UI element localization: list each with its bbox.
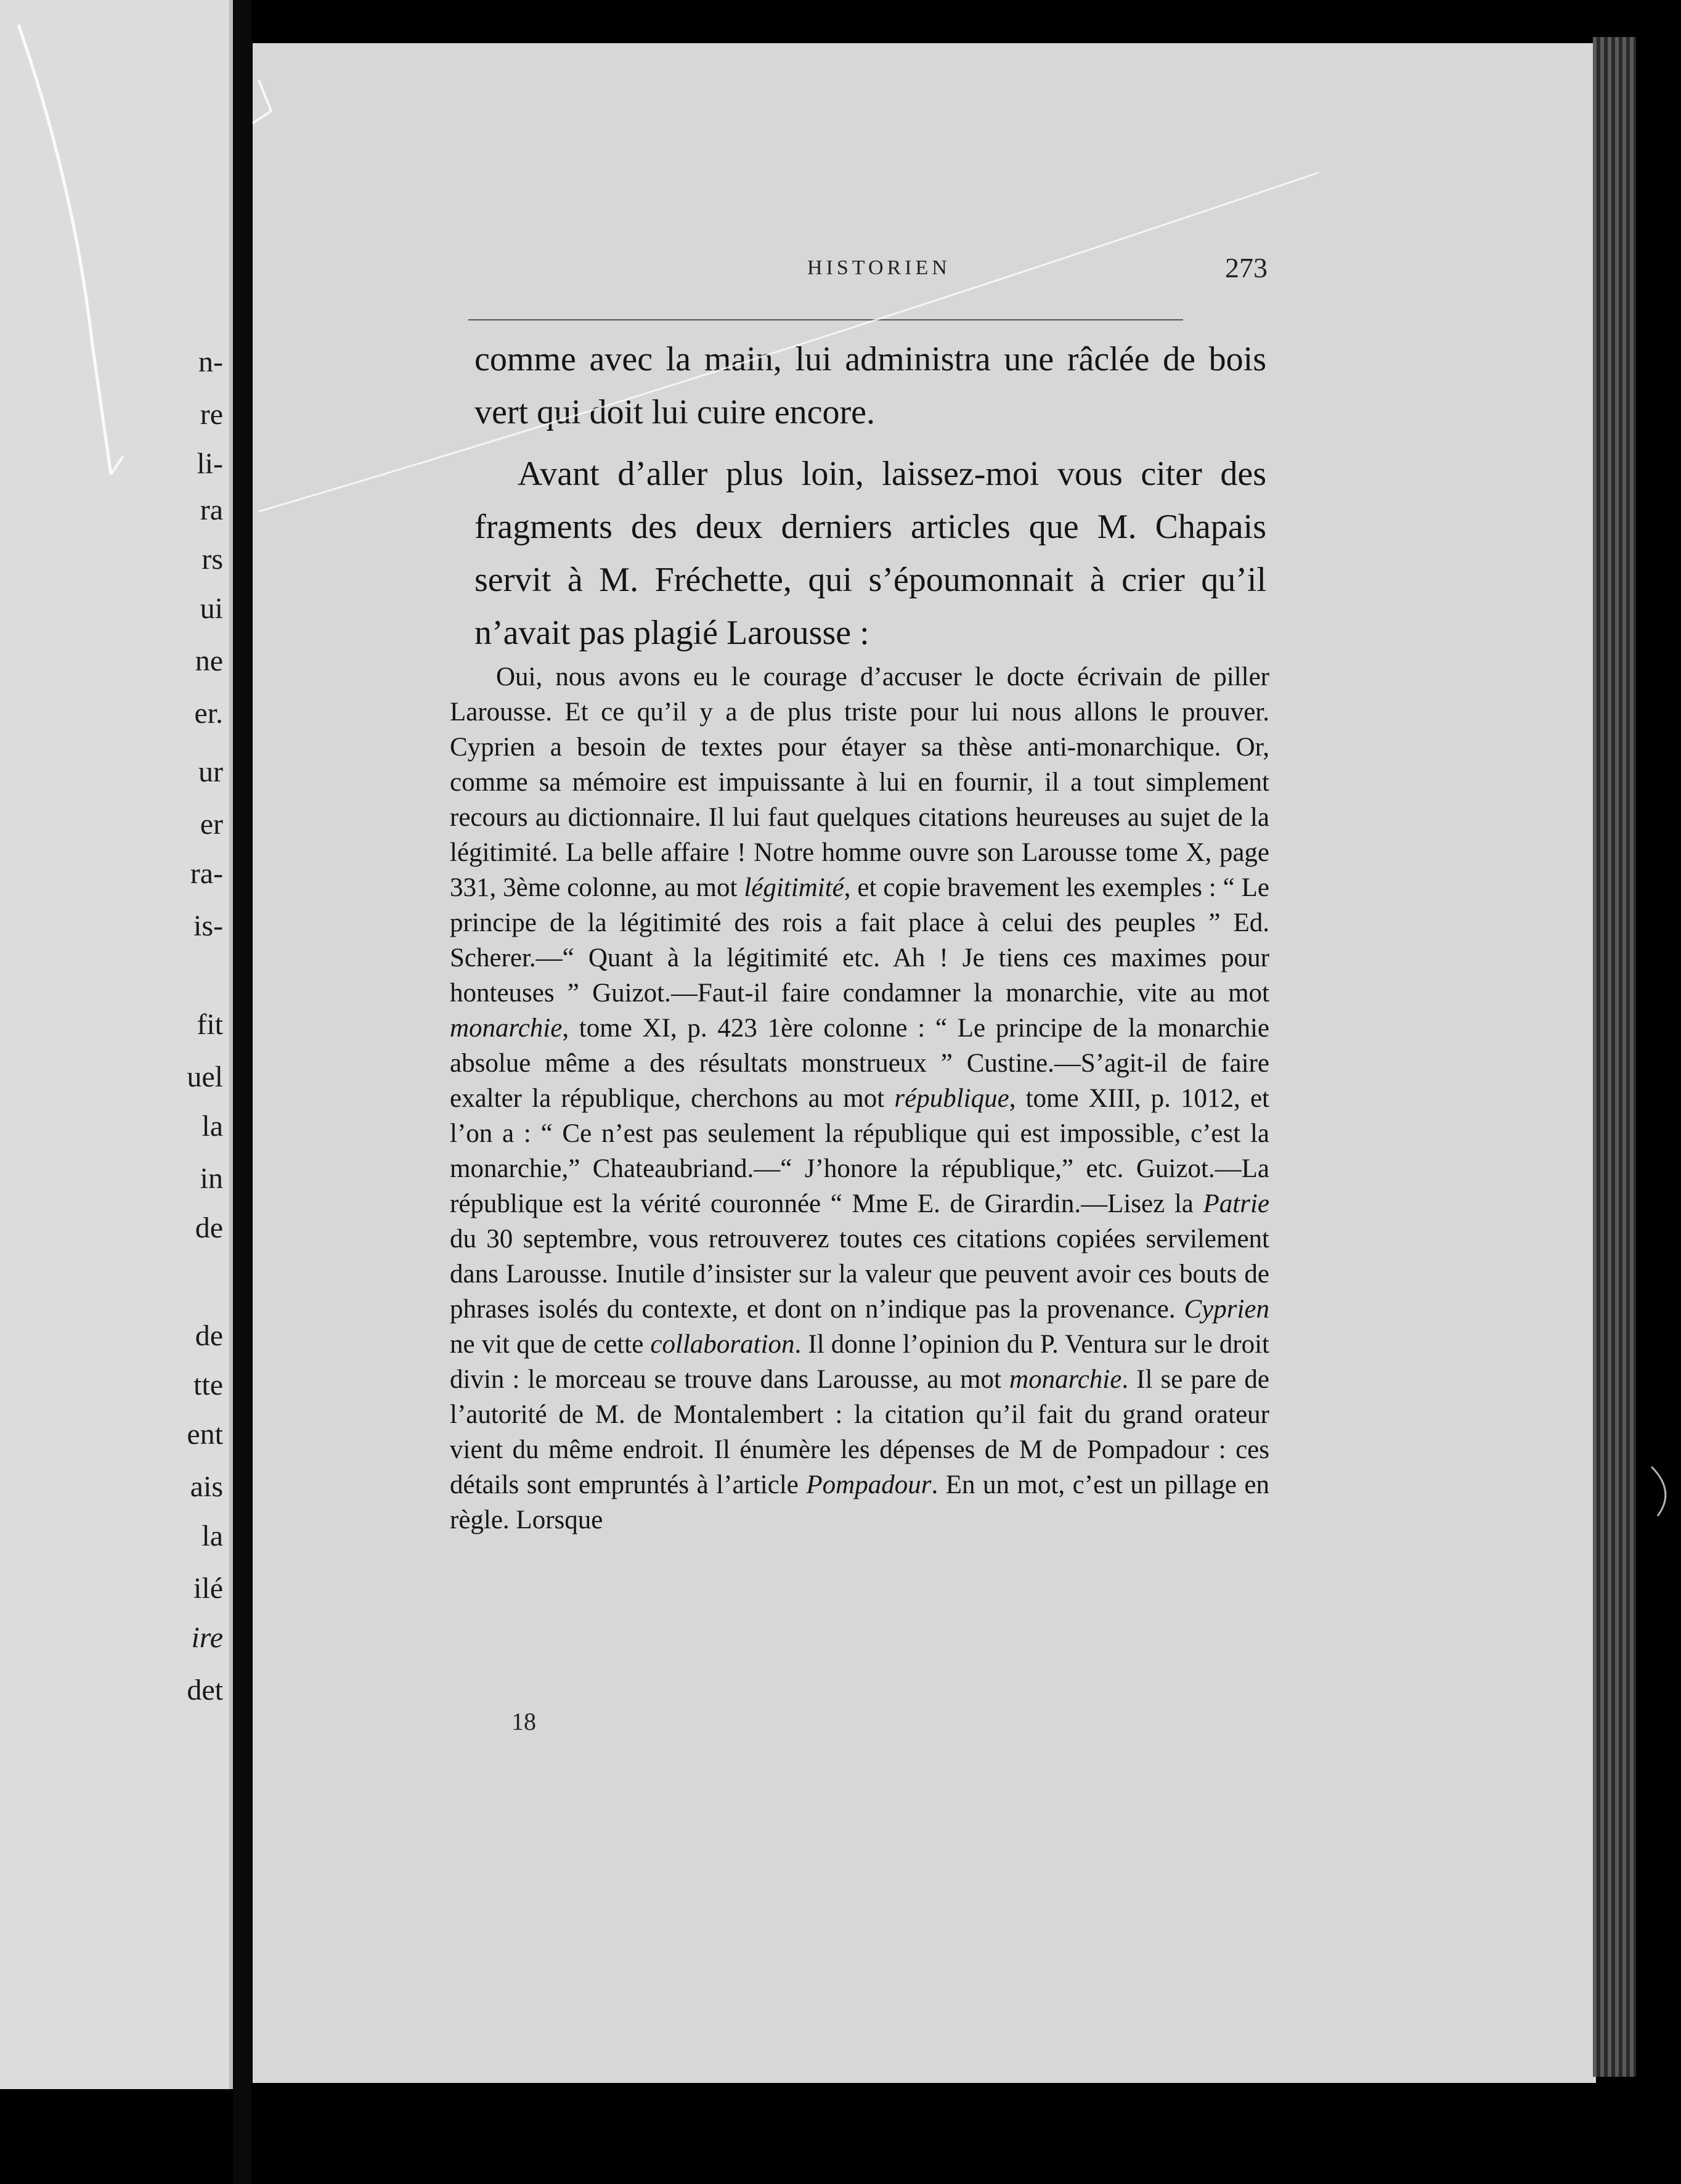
left-page-fragment: re (200, 398, 223, 431)
left-page-fragment: de (195, 1212, 223, 1244)
book-gutter (233, 0, 251, 2184)
left-page (0, 0, 233, 2089)
left-page-fragment: uel (187, 1061, 223, 1093)
right-page (253, 43, 1596, 2083)
italic-word: Patrie (1203, 1189, 1269, 1218)
body-continuation: comme avec la main, lui administra une râclée de bois vert qui doit lui cuire encore. (474, 340, 1266, 431)
page-edges (1593, 37, 1636, 2077)
italic-word: monarchie (1009, 1365, 1122, 1394)
page-number: 273 (1225, 252, 1268, 283)
running-head: HISTORIEN (807, 256, 951, 279)
left-page-fragment: tte (193, 1369, 223, 1401)
left-page-fragment: fit (197, 1008, 223, 1041)
quote-paragraph: Oui, nous avons eu le courage d’accuser le docte écrivain de piller Larousse. Et ce qu’il y a de plus triste pour lui nous allons le prouver. Cyprien a besoin de textes pour étayer sa thèse anti-monarchique. Or, comme sa mémoire est impuissante à lui en fournir, il a tout simplement recours au dictionnaire. Il lui faut quelques citations heureuses au sujet de la légitimité. La belle affaire ! Notre homme ouvre son Larousse tome X, page 331, 3ème colonne, au mot légitimité, et copie bravement les exemples : “ Le principe de la légitimité des rois a fait place à celui des peuples ” Ed. Scherer.—“ Quant à la légitimité etc. Ah ! Je tiens ces maximes pour honteuses ” Guizot.—Faut-il faire condamner la monarchie, vite au mot monarchie, tome XI, p. 423 1ère colonne : “ Le principe de la monarchie absolue même a des résultats monstrueux ” Custine.—S’agit-il de faire exalter la république, cherchons au mot république, tome XIII, p. 1012, et l’on a : “ Ce n’est pas seulement la république qui est impossible, c’est la monarchie,” Chateaubriand.—“ J’honore la république,” etc. Guizot.—La république est la vérité couronnée “ Mme E. de Girardin.—Lisez la Patrie du 30 septembre, vous retrouverez toutes ces citations copiées servilement dans Larousse. Inutile d’insister sur la valeur que peuvent avoir ces bouts de phrases isolés du contexte, et dont on n’indique pas la provenance. Cyprien ne vit que de cette collaboration. Il donne l’opinion du P. Ventura sur le droit divin : le morceau se trouve dans Larousse, au mot monarchie. Il se pare de l’autorité de M. de Montalembert : la citation qu’il fait du grand orateur vient du même endroit. Il énumère les dépenses de M de Pompadour : ces détails sont empruntés à l’article Pompadour. En un mot, c’est un pillage en règle. Lorsque (450, 662, 1270, 1534)
italic-word: monarchie (450, 1014, 563, 1043)
left-page-fragment: ilé (193, 1572, 223, 1605)
left-page-fragment: ur (198, 756, 223, 788)
left-page-fragment: li- (197, 447, 223, 480)
left-page-fragment: la (201, 1520, 223, 1552)
left-page-fragment: de (195, 1319, 223, 1352)
left-page-fragment: ais (190, 1470, 223, 1503)
left-page-fragment: ne (195, 645, 223, 677)
left-page-fragment: rs (201, 543, 223, 576)
left-page-fragment: la (201, 1110, 223, 1143)
block-quote (450, 659, 1269, 1538)
italic-word: légitimité (744, 873, 844, 902)
signature-mark: 18 (511, 1708, 536, 1735)
italic-word: collaboration (650, 1330, 795, 1359)
left-page-fragment: ent (187, 1418, 223, 1451)
left-page-fragment: er. (194, 697, 223, 730)
body-text (474, 333, 1266, 659)
left-page-fragment: n- (198, 346, 223, 378)
left-page-fragment: ire (191, 1621, 223, 1654)
italic-word: Cyprien (1184, 1295, 1269, 1324)
left-page-fragment: det (187, 1674, 223, 1706)
left-page-fragment: er (200, 808, 223, 841)
header-rule (468, 319, 1183, 320)
left-page-fragment: ra- (190, 857, 223, 890)
left-page-fragment: is- (193, 910, 223, 942)
left-page-fragment: in (200, 1162, 223, 1195)
italic-word: république (894, 1084, 1009, 1113)
left-page-fragment: ra (200, 494, 223, 526)
left-page-fragment: ui (200, 592, 223, 625)
body-paragraph: Avant d’aller plus loin, laissez-moi vous citer des fragments des deux derniers articles que M. Chapais servit à M. Fréchette, qui s’époumonnait à crier qu’il n’avait pas plagié Larousse : (474, 455, 1266, 652)
italic-word: Pompadour (806, 1470, 932, 1499)
